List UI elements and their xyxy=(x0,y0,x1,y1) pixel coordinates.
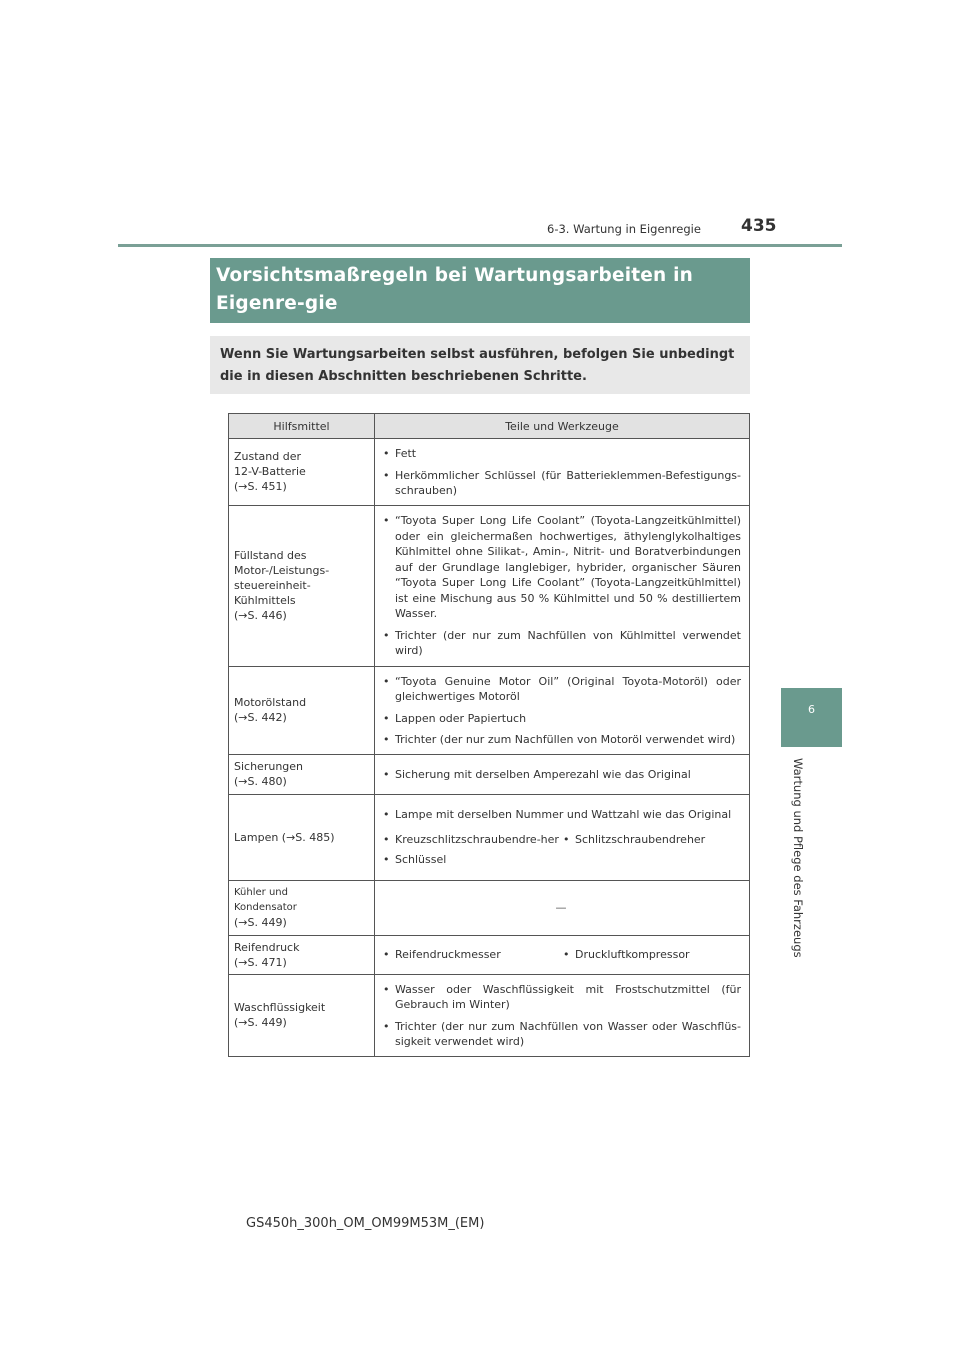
chapter-tab[interactable] xyxy=(781,688,842,747)
label-line: Kühler und xyxy=(234,887,288,898)
label-line: (→S. 471) xyxy=(234,955,287,969)
list-item: • Schlüssel xyxy=(381,852,741,868)
list-item: • “Toyota Super Long Life Coolant” (Toyota-Langzeitkühlmittel) oder ein gleichermaßen hochwertiges, äthylenglykolhaltiges Kühlmittel ohne Silikat-, Amin-, Nitrit- und Boratverbindungen auf der Grundlage langlebiger, hybrider, organischer Säuren “Toyota Super Long Life Coolant” (Toyota-Langzeitkühlmittel) ist eine Mischung aus 50 % Kühlmittel und 50 % destilliertem Wasser. xyxy=(381,513,741,622)
label-line: 12-V-Batterie xyxy=(234,465,306,479)
label-line: Sicherungen xyxy=(234,760,304,773)
row-label xyxy=(229,666,375,754)
chapter-number: 6 xyxy=(808,703,815,716)
label-line: Waschflüssigkeit xyxy=(234,1001,326,1014)
label-line: (→S. 451) xyxy=(234,480,287,494)
label-line: Lampen (→S. 485) xyxy=(234,830,335,844)
header-hilfsmittel: Hilfsmittel xyxy=(229,414,375,439)
label-line: Motor-/Leistungs- xyxy=(234,564,330,577)
list-item: • Herkömmlicher Schlüssel (für Batterieklemmen-Befestigungs-schrauben) xyxy=(381,468,741,499)
table-row xyxy=(229,505,750,666)
table-row xyxy=(229,439,750,506)
label-line: (→S. 442) xyxy=(234,711,287,724)
list-item: • Lappen oder Papiertuch xyxy=(381,711,741,727)
label-line: steuereinheit- xyxy=(234,579,311,592)
label-line: Kühlmittels xyxy=(234,594,296,607)
list-item: • Trichter (der nur zum Nachfüllen von Motoröl verwendet wird) xyxy=(381,732,741,748)
intro-text: Wenn Sie Wartungsarbeiten selbst ausführen, befolgen Sie unbedingt die in diesen Abschnitten beschriebenen Schritte. xyxy=(220,347,735,384)
row-label xyxy=(229,505,375,666)
row-items xyxy=(375,794,750,880)
section-title: Vorsichtsmaßregeln bei Wartungsarbeiten in Eigenre-gie xyxy=(216,265,693,314)
empty-dash: — xyxy=(555,901,567,914)
list-item: • Fett xyxy=(381,446,741,462)
row-label xyxy=(229,935,375,974)
label-line: Füllstand des xyxy=(234,549,307,562)
table-row xyxy=(229,880,750,935)
row-label xyxy=(229,794,375,880)
row-label xyxy=(229,974,375,1056)
chapter-title-vertical: Wartung und Pflege des Fahrzeugs xyxy=(791,758,805,958)
label-line: (→S. 480) xyxy=(234,775,287,788)
list-item: • Trichter (der nur zum Nachfüllen von Wasser oder Waschflüs-sigkeit verwendet wird) xyxy=(381,1019,741,1050)
label-line: Kondensator xyxy=(234,902,297,913)
row-items xyxy=(375,754,750,794)
row-items xyxy=(375,974,750,1056)
table-row xyxy=(229,794,750,880)
label-line: Motorölstand xyxy=(234,696,307,709)
list-item: • Lampe mit derselben Nummer und Wattzahl wie das Original xyxy=(381,807,741,823)
label-line: Reifendruck xyxy=(234,940,300,954)
row-label xyxy=(229,880,375,935)
label-line: (→S. 449) xyxy=(234,916,287,929)
section-title-box xyxy=(210,258,750,323)
table-row xyxy=(229,666,750,754)
row-items xyxy=(375,505,750,666)
list-item: • Trichter (der nur zum Nachfüllen von Kühlmittel verwendet wird) xyxy=(381,628,741,659)
row-items xyxy=(375,880,750,935)
intro-box xyxy=(210,336,750,394)
header-divider xyxy=(118,244,842,247)
document-code: GS450h_300h_OM_OM99M53M_(EM) xyxy=(246,1216,485,1231)
label-line: Zustand der xyxy=(234,450,302,464)
label-line: (→S. 449) xyxy=(234,1016,287,1029)
list-item: • Schlitzschraubendreher xyxy=(561,832,705,848)
row-items xyxy=(375,666,750,754)
row-label xyxy=(229,754,375,794)
section-label: 6-3. Wartung in Eigenregie xyxy=(547,222,701,236)
row-items xyxy=(375,935,750,974)
list-item: • Sicherung mit derselben Amperezahl wie das Original xyxy=(381,767,741,783)
list-item: • “Toyota Genuine Motor Oil” (Original Toyota-Motoröl) oder gleichwertiges Motoröl xyxy=(381,674,741,705)
table-header-row xyxy=(229,414,750,439)
header-teile: Teile und Werkzeuge xyxy=(375,414,750,439)
table-row xyxy=(229,935,750,974)
list-item: • Wasser oder Waschflüssigkeit mit Frostschutzmittel (für Gebrauch im Winter) xyxy=(381,982,741,1013)
row-label xyxy=(229,439,375,506)
table-row xyxy=(229,754,750,794)
label-line: (→S. 446) xyxy=(234,609,287,622)
row-items xyxy=(375,439,750,506)
table-row xyxy=(229,974,750,1056)
page-number: 435 xyxy=(741,216,777,236)
item-pair xyxy=(381,829,741,850)
list-item: • Reifendruckmesser xyxy=(381,947,561,963)
list-item: • Kreuzschlitzschraubendre-her xyxy=(381,832,561,848)
item-pair xyxy=(381,944,741,965)
list-item: • Druckluftkompressor xyxy=(561,947,741,963)
tools-table xyxy=(228,413,750,1057)
